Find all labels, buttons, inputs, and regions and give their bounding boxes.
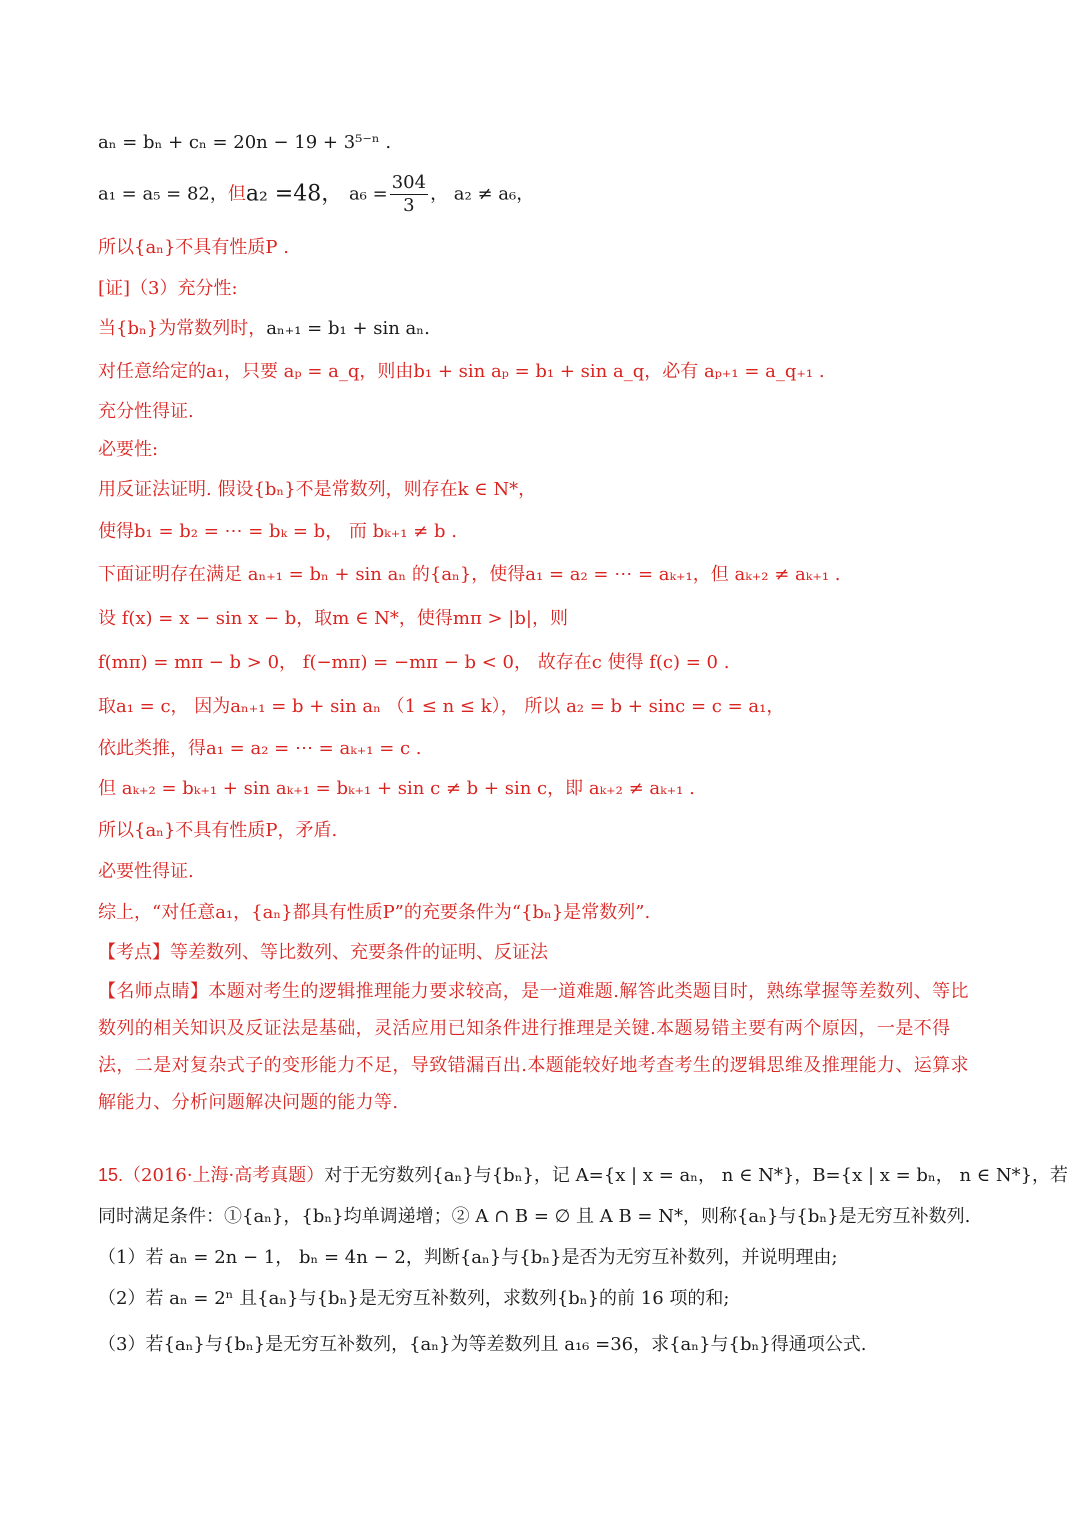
necessity-line-8: 但 aₖ₊₂ = bₖ₊₁ + sin aₖ₊₁ = bₖ₊₁ + sin c ≠ b + sin c，即 aₖ₊₂ ≠ aₖ₊₁ . [98, 778, 695, 799]
necessity-line-7: 依此类推，得a₁ = a₂ = ⋯ = aₖ₊₁ = c . [98, 738, 422, 759]
teacher-comment: 【名师点睛】本题对考生的逻辑推理能力要求较高，是一道难题.解答此类题目时，熟练掌握等差数列、等比数列的相关知识及反证法是基础，灵活应用已知条件进行推理是关键.本题易错主要有两个原因，一是不得法，二是对复杂式子的变形能力不足，导致错漏百出.本题能较好地考查考生的逻辑思维及推理能力、运算求解能力、分析问题解决问题的能力等. [98, 981, 969, 1113]
necessity-line-5: f(mπ) = mπ − b > 0， f(−mπ) = −mπ − b < 0， 故存在c 使得 f(c) = 0 . [98, 652, 730, 673]
problem-number: 15. [98, 1165, 124, 1185]
problem-15-stem-1 [98, 1163, 1069, 1188]
a6-fraction [390, 172, 428, 217]
necessity-proved: 必要性得证. [98, 861, 194, 882]
conclusion: 综上，“对任意a₁，{aₙ}都具有性质P”的充要条件为“{bₙ}是常数列”. [98, 902, 651, 923]
problem-15-question-3: （3）若{aₙ}与{bₙ}是无穷互补数列，{aₙ}为等差数列且 a₁₆ =36，求{aₙ}与{bₙ}得通项公式. [98, 1334, 867, 1355]
proof-part3-title: [证]（3）充分性: [98, 278, 238, 299]
problem-15-question-2: （2）若 aₙ = 2ⁿ 且{aₙ}与{bₙ}是无穷互补数列，求数列{bₙ}的前 16 项的和; [98, 1288, 730, 1309]
problem-source: （2016·上海·高考真题） [123, 1165, 325, 1186]
formula-a1-a5-values: a₁ = a₅ = 82， [98, 183, 228, 205]
sufficiency-recurrence: aₙ₊₁ = b₁ + sin aₙ. [266, 318, 430, 339]
problem-stem-text-1: 对于无穷数列{aₙ}与{bₙ}，记 A={x | x = aₙ， n ∈ N*}，B={x | x = bₙ， n ∈ N*}，若 [324, 1165, 1069, 1186]
necessity-line-9: 所以{aₙ}不具有性质P，矛盾. [98, 820, 338, 841]
necessity-line-1: 用反证法证明. 假设{bₙ}不是常数列，则存在k ∈ N*， [98, 479, 537, 500]
problem-15-stem-2: 同时满足条件：①{aₙ}，{bₙ}均单调递增；② A ∩ B = ∅ 且 A B = N*，则称{aₙ}与{bₙ}是无穷互补数列. [98, 1206, 971, 1227]
sufficiency-proved: 充分性得证. [98, 401, 194, 422]
necessity-line-2: 使得b₁ = b₂ = ⋯ = bₖ = b， 而 bₖ₊₁ ≠ b . [98, 521, 457, 542]
necessity-line-3: 下面证明存在满足 aₙ₊₁ = bₙ + sin aₙ 的{aₙ}，使得a₁ = a₂ = ⋯ = aₖ₊₁，但 aₖ₊₂ ≠ aₖ₊₁ . [98, 564, 841, 585]
sufficiency-line-2: 对任意给定的a₁，只要 aₚ = a_q，则由b₁ + sin aₚ = b₁ + sin a_q，必有 aₚ₊₁ = a_q₊₁ . [98, 361, 825, 382]
a6-label: a₆ = [348, 183, 388, 205]
sufficiency-condition: 当{bₙ}为常数列时， [98, 318, 267, 339]
but-word: 但 [227, 183, 246, 205]
a6-denominator: 3 [403, 195, 415, 216]
kaodian-note: 【考点】等差数列、等比数列、充要条件的证明、反证法 [98, 942, 548, 963]
a2-value: a₂ =48， [245, 181, 344, 207]
problem-15-question-1: （1）若 aₙ = 2n − 1， bₙ = 4n − 2，判断{aₙ}与{bₙ}是否为无穷互补数列，并说明理由; [98, 1247, 838, 1268]
a2-ne-a6: ， a₂ ≠ a₆， [430, 183, 535, 205]
a6-numerator: 304 [391, 172, 427, 193]
necessity-line-6: 取a₁ = c， 因为aₙ₊₁ = b + sin aₙ （1 ≤ n ≤ k）， 所以 a₂ = b + sinc = c = a₁， [98, 696, 785, 717]
formula-an: aₙ = bₙ + cₙ = 20n − 19 + 3⁵⁻ⁿ . [98, 132, 392, 153]
not-property-p: 所以{aₙ}不具有性质P . [98, 237, 289, 258]
necessity-line-4: 设 f(x) = x − sin x − b，取m ∈ N*，使得mπ > |b|，则 [98, 608, 568, 629]
sufficiency-line-1 [98, 317, 984, 341]
necessity-title: 必要性: [98, 439, 159, 460]
formula-a1-a5 [98, 172, 984, 220]
